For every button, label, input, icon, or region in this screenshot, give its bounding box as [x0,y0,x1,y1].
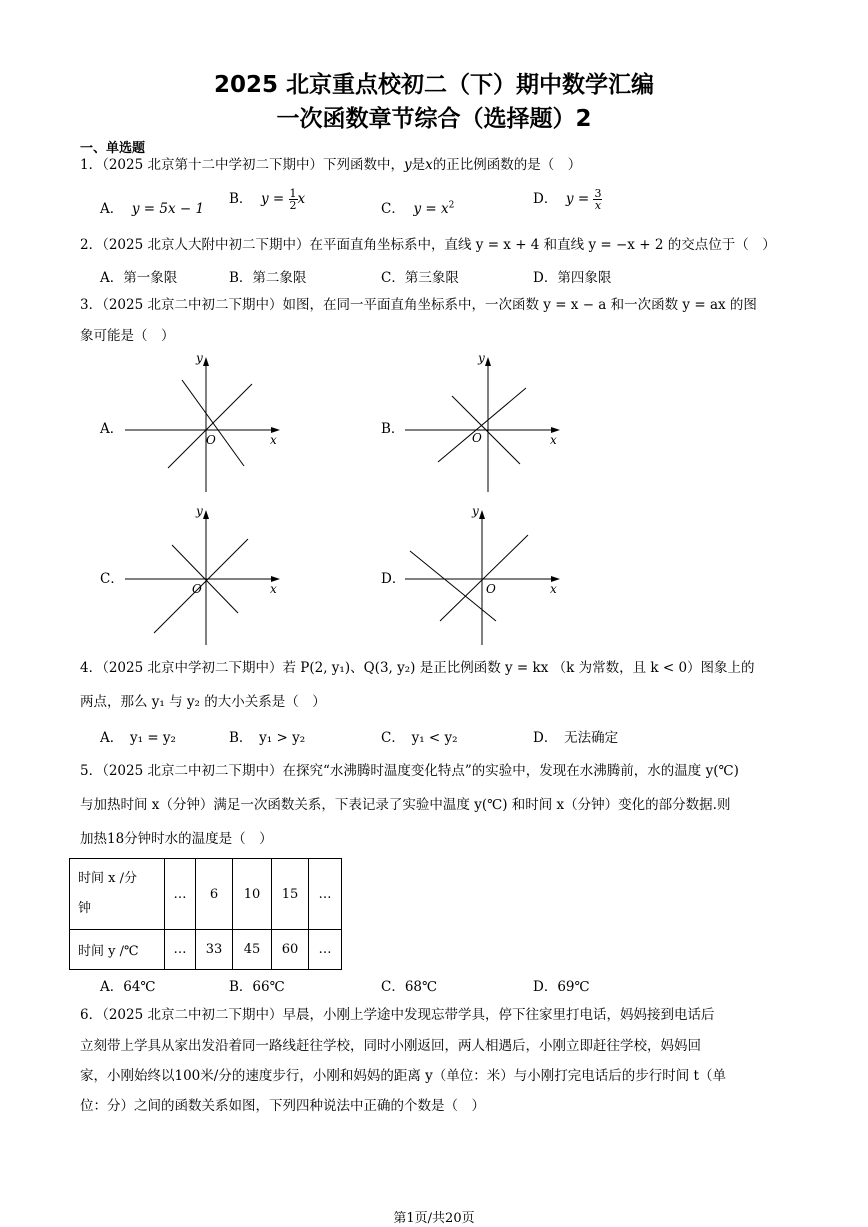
q2-option-d[interactable]: D．第四象限 [533,270,612,286]
line-2 [440,535,528,621]
table-cell: 33 [196,930,233,970]
q4-stem-line1: 4．（2025 北京中学初二下期中）若 P(2, y₁)、Q(3, y₂) 是正比例函数 y = kx （k 为常数，且 k < 0）图象上的 [80,660,755,676]
q4-option-a[interactable]: A． y₁ = y₂ [100,730,176,746]
q1-option-b[interactable]: B． y = $\frac{1}{2}$ x [229,187,306,212]
q1-option-d[interactable]: D． y = $\frac{3}{x}$ [533,187,602,212]
table-cell: 60 [272,930,309,970]
y-axis-arrow [485,357,491,366]
q6-stem-line2: 立刻带上学具从家出发沿着同一路线赶往学校，同时小刚返回，两人相遇后，小刚立即赶往学校，妈妈回 [80,1038,701,1054]
q1-option-b-fraction: $\frac{1}{2}$ [289,187,297,212]
q5-stem-line2: 与加热时间 x（分钟）满足一次函数关系，下表记录了实验中温度 y(℃) 和时间 x（分钟）变化的部分数据.则 [80,797,731,813]
page-footer: 第1页/共20页 [393,1211,475,1226]
y-label: y [196,352,203,365]
q2-option-a[interactable]: A．第一象限 [100,270,178,286]
q5-option-b[interactable]: B．66℃ [229,979,285,995]
q3-graph-d[interactable] [400,505,570,650]
q5-option-a[interactable]: A．64℃ [100,979,156,995]
origin-label: O [472,431,482,445]
q5-stem-line3: 加热18分钟时水的温度是（ ） [80,831,273,847]
q3-label-c[interactable]: C． [100,571,124,587]
table-cell: 6 [196,859,233,930]
line-1 [168,384,252,468]
line-1 [410,551,496,621]
q5-option-d[interactable]: D．69℃ [533,979,590,995]
origin-label: O [486,582,496,596]
q4-stem-line2: 两点，那么 y₁ 与 y₂ 的大小关系是（ ） [80,694,326,710]
origin-label: O [206,433,216,447]
table-cell: 15 [272,859,309,930]
q2-stem: 2．（2025 北京人大附中初二下期中）在平面直角坐标系中，直线 y = x + 4 和直线 y = −x + 2 的交点位于（ ） [80,237,776,253]
q1-option-d-fraction: $\frac{3}{x}$ [594,187,602,212]
table-cell: … [165,930,196,970]
x-label: x [550,582,557,596]
q5-data-table [69,858,342,970]
q2-option-c[interactable]: C．第三象限 [381,270,459,286]
q3-stem-line2: 象可能是（ ） [80,328,175,344]
x-label: x [270,433,277,447]
q6-stem-line3: 家，小刚始终以100米/分的速度步行，小刚和妈妈的距离 y（单位：米）与小刚打完电话后的步行时间 t（单 [80,1068,726,1084]
table-row [70,930,342,970]
table-row [70,859,342,930]
x-label: x [270,582,277,596]
q3-stem-line1: 3．（2025 北京二中初二下期中）如图，在同一平面直角坐标系中，一次函数 y = x − a 和一次函数 y = ax 的图 [80,297,757,313]
section-heading: 一、单选题 [80,141,146,156]
y-label: y [478,352,485,365]
q3-label-a[interactable]: A． [100,421,124,437]
q5-option-c[interactable]: C．68℃ [381,979,438,995]
q1-stem: 1．（2025 北京第十二中学初二下期中）下列函数中，y是x的正比例函数的是（ ） [80,157,582,173]
q3-graph-b[interactable] [400,352,570,497]
table-header-cell: 时间 x /分 钟 [70,859,165,930]
q3-graph-c[interactable] [120,505,290,650]
y-label: y [196,505,203,518]
table-cell: 10 [233,859,272,930]
table-header-cell: 时间 y /℃ [70,930,165,970]
doc-title-line1: 2025 北京重点校初二（下）期中数学汇编 [213,72,655,98]
q5-stem-line1: 5．（2025 北京二中初二下期中）在探究“水沸腾时温度变化特点”的实验中，发现在水沸腾前，水的温度 y(℃) [80,763,739,779]
q1-option-a[interactable]: A． y = 5x − 1 [100,201,205,217]
table-cell: … [165,859,196,930]
q4-option-c[interactable]: C． y₁ < y₂ [381,730,458,746]
q3-label-b[interactable]: B． [381,421,405,437]
table-cell: 45 [233,930,272,970]
origin-label: O [192,582,202,596]
line-2 [438,388,526,462]
line-2 [182,380,244,466]
q3-graph-a[interactable] [120,352,290,497]
q4-option-d[interactable]: D． 无法确定 [533,730,619,746]
x-label: x [550,433,557,447]
table-cell: … [309,859,342,930]
y-axis-arrow [203,357,209,366]
y-label: y [472,505,479,518]
y-axis-arrow [479,510,485,519]
y-axis-arrow [203,510,209,519]
q6-stem-line1: 6．（2025 北京二中初二下期中）早晨，小刚上学途中发现忘带学具，停下往家里打电话，妈妈接到电话后 [80,1007,715,1023]
q6-stem-line4: 位：分）之间的函数关系如图，下列四种说法中正确的个数是（ ） [80,1098,485,1114]
q4-option-b[interactable]: B． y₁ > y₂ [229,730,306,746]
q3-label-d[interactable]: D． [381,571,406,587]
q2-option-b[interactable]: B．第二象限 [229,270,307,286]
q1-option-c[interactable]: C． $y = x^2$ [381,200,455,217]
table-cell: … [309,930,342,970]
doc-title-line2: 一次函数章节综合（选择题）2 [276,106,592,132]
